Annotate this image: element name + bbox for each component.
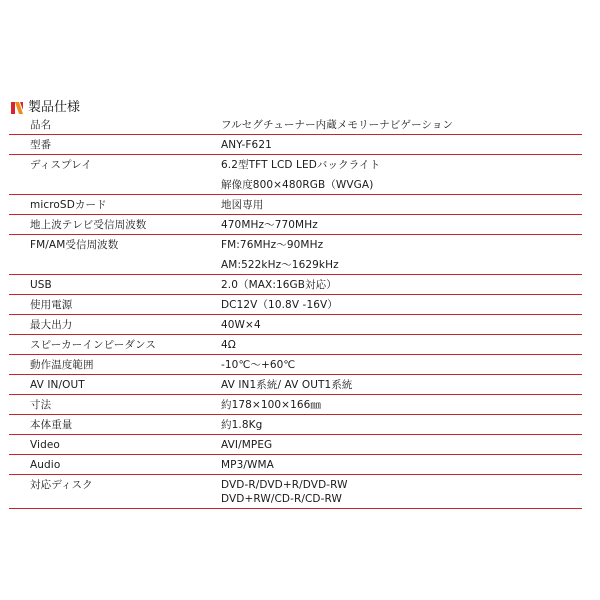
spec-value-cell <box>203 395 582 415</box>
spec-value-cell <box>203 155 582 195</box>
spec-value-cell <box>203 415 582 435</box>
table-row <box>9 395 582 415</box>
table-row <box>9 435 582 455</box>
n-logo-icon <box>11 99 23 111</box>
spec-value-cell <box>203 135 582 155</box>
spec-value: AM:522kHz～1629kHz <box>221 259 339 271</box>
table-row <box>9 475 582 509</box>
spec-value: フルセグチューナー内蔵メモリーナビゲーション <box>221 119 454 131</box>
spec-value-cell <box>203 355 582 375</box>
spec-value: MP3/WMA <box>221 459 274 471</box>
spec-value: 4Ω <box>221 339 236 351</box>
table-row <box>9 275 582 295</box>
table-row <box>9 135 582 155</box>
spec-label: 動作温度範囲 <box>9 355 203 375</box>
table-row <box>9 335 582 355</box>
spec-label: 地上波テレビ受信周波数 <box>9 215 203 235</box>
spec-label: Video <box>9 435 203 455</box>
table-row <box>9 195 582 215</box>
table-row <box>9 315 582 335</box>
table-row <box>9 155 582 195</box>
spec-label: スピーカーインピーダンス <box>9 335 203 355</box>
spec-value: 約178×100×166㎜ <box>221 399 322 411</box>
table-row <box>9 235 582 275</box>
spec-label: 本体重量 <box>9 415 203 435</box>
spec-value-cell <box>203 295 582 315</box>
spec-value: 2.0（MAX:16GB対応） <box>221 279 337 291</box>
spec-label: 最大出力 <box>9 315 203 335</box>
spec-label: 寸法 <box>9 395 203 415</box>
spec-value: DVD-R/DVD+R/DVD-RW <box>221 479 348 491</box>
spec-value: 地図専用 <box>221 199 264 211</box>
spec-label: USB <box>9 275 203 295</box>
spec-label: microSDカード <box>9 195 203 215</box>
spec-label: AV IN/OUT <box>9 375 203 395</box>
spec-value-cell <box>203 235 582 275</box>
spec-value: AVI/MPEG <box>221 439 273 451</box>
spec-value-cell <box>203 435 582 455</box>
spec-table <box>9 115 582 509</box>
spec-value-cell <box>203 215 582 235</box>
table-row <box>9 455 582 475</box>
spec-value: 6.2型TFT LCD LEDバックライト <box>221 159 381 171</box>
spec-value: 解像度800×480RGB（WVGA) <box>221 179 374 191</box>
spec-value: 40W×4 <box>221 319 261 331</box>
spec-value: AV IN1系統/ AV OUT1系統 <box>221 379 353 391</box>
spec-label: 型番 <box>9 135 203 155</box>
table-row <box>9 415 582 435</box>
spec-value-cell <box>203 475 582 509</box>
table-row <box>9 215 582 235</box>
spec-value: 470MHz～770MHz <box>221 219 318 231</box>
spec-value-cell <box>203 275 582 295</box>
spec-value-cell <box>203 115 582 135</box>
spec-label: 品名 <box>9 115 203 135</box>
spec-label: Audio <box>9 455 203 475</box>
spec-label: ディスプレイ <box>9 155 203 195</box>
table-row <box>9 355 582 375</box>
spec-label: 使用電源 <box>9 295 203 315</box>
table-row <box>9 115 582 135</box>
spec-value-cell <box>203 455 582 475</box>
table-row <box>9 295 582 315</box>
spec-value-cell <box>203 335 582 355</box>
spec-value: -10℃～+60℃ <box>221 359 296 371</box>
spec-value: ANY-F621 <box>221 139 272 151</box>
spec-value: DVD+RW/CD-R/CD-RW <box>221 493 342 505</box>
section-heading <box>11 96 80 114</box>
table-row <box>9 375 582 395</box>
spec-value: DC12V（10.8V -16V） <box>221 299 338 311</box>
spec-value-cell <box>203 195 582 215</box>
spec-label: FM/AM受信周波数 <box>9 235 203 275</box>
spec-value-cell <box>203 375 582 395</box>
spec-value: 約1.8Kg <box>221 419 263 431</box>
spec-value-cell <box>203 315 582 335</box>
page-title: 製品仕様 <box>28 99 81 115</box>
spec-value: FM:76MHz～90MHz <box>221 239 324 251</box>
spec-label: 対応ディスク <box>9 475 203 509</box>
